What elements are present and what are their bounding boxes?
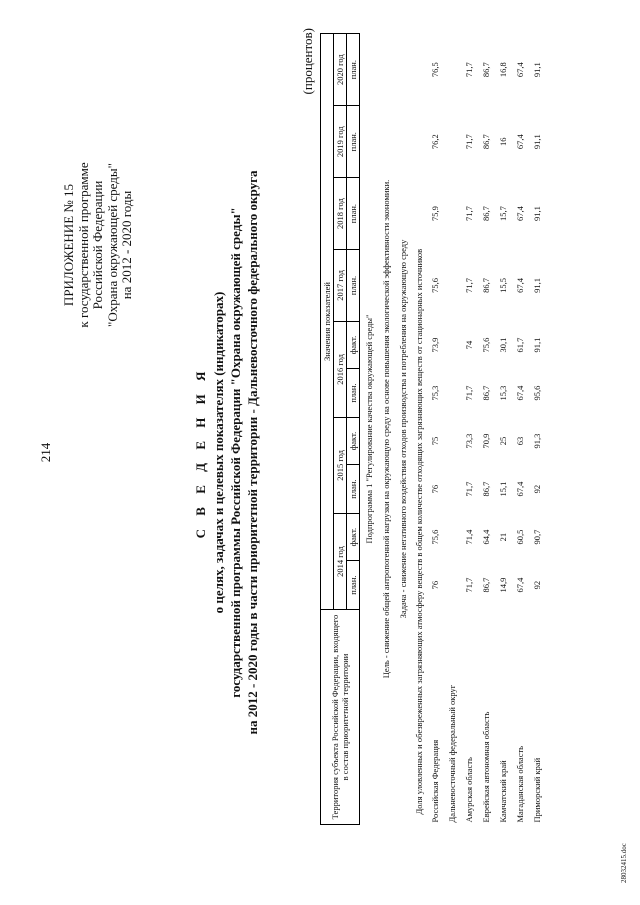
title-line: о целях, задачах и целевых показателях (индикаторах) xyxy=(211,291,226,614)
value-cell: 15,3 xyxy=(497,385,508,401)
appendix-line: "Охрана окружающей среды" xyxy=(104,163,120,327)
value-cell xyxy=(443,321,460,368)
value-cell: 86,7 xyxy=(480,206,491,222)
value-cell: 86,7 xyxy=(480,481,491,497)
plan-header: план. xyxy=(347,34,360,106)
value-cell: 75,6 xyxy=(429,529,440,545)
fact-header: факт. xyxy=(347,513,360,560)
title-line: государственной программы Российской Федерации "Охрана окружающей среды" xyxy=(228,207,243,698)
value-cell: 75,9 xyxy=(429,206,440,222)
territory-cell: Еврейская автономная область xyxy=(480,711,491,823)
value-cell: 86,7 xyxy=(480,134,491,150)
value-cell: 74 xyxy=(463,340,474,350)
plan-header: план. xyxy=(347,561,360,610)
subprogram-row: Подпрограмма 1 "Регулирование качества окружающей среды" xyxy=(363,314,374,544)
value-cell: 91,1 xyxy=(531,206,542,222)
value-cell: 86,7 xyxy=(480,62,491,78)
value-cell xyxy=(443,369,460,418)
value-cell xyxy=(443,417,460,464)
value-cell: 71,7 xyxy=(463,385,474,401)
appendix-header xyxy=(62,95,135,395)
value-cell: 75 xyxy=(429,436,440,446)
value-cell: 90,7 xyxy=(531,529,542,545)
year-header: 2015 год xyxy=(334,417,347,513)
value-cell: 92 xyxy=(531,580,542,590)
plan-header: план. xyxy=(347,178,360,250)
value-cell xyxy=(443,465,460,514)
indicators-table xyxy=(320,33,545,825)
value-cell: 15,1 xyxy=(497,481,508,497)
value-cell: 15,5 xyxy=(497,278,508,293)
value-cell: 67,4 xyxy=(514,206,525,222)
document-title xyxy=(192,0,261,905)
year-header: 2016 год xyxy=(334,321,347,417)
value-cell: 60,5 xyxy=(514,529,525,545)
value-cell xyxy=(443,34,460,106)
territory-cell: Магаданская область xyxy=(514,745,525,823)
value-cell: 67,4 xyxy=(514,278,525,293)
value-cell: 70,9 xyxy=(480,433,491,449)
value-cell: 71,7 xyxy=(463,62,474,78)
value-cell: 21 xyxy=(497,532,508,542)
value-cell: 76,5 xyxy=(429,62,440,78)
value-cell: 25 xyxy=(497,436,508,446)
value-cell: 73,3 xyxy=(463,433,474,449)
appendix-line: на 2012 - 2020 годы xyxy=(119,190,134,300)
year-header: 2020 год xyxy=(334,34,347,106)
table-row xyxy=(528,34,545,825)
value-cell: 67,4 xyxy=(514,134,525,150)
territory-cell: Дальневосточный федеральный округ xyxy=(446,684,457,823)
table-row xyxy=(460,34,477,825)
value-cell: 71,7 xyxy=(463,206,474,222)
value-cell: 67,4 xyxy=(514,385,525,401)
value-cell: 71,7 xyxy=(463,278,474,293)
year-header: 2017 год xyxy=(334,250,347,322)
value-cell: 14,9 xyxy=(497,577,508,593)
territory-cell: Российская Федерация xyxy=(429,739,440,823)
territory-header: Территория субъекта Российской Федерации, входящего в состав приоритетной территории xyxy=(321,610,360,825)
value-cell xyxy=(443,106,460,178)
value-cell: 76 xyxy=(429,580,440,590)
value-cell: 91,3 xyxy=(531,433,542,449)
value-cell: 92 xyxy=(531,484,542,494)
fact-header: факт. xyxy=(347,417,360,464)
value-cell: 30,1 xyxy=(497,337,508,353)
table-row xyxy=(494,34,511,825)
table-row xyxy=(426,34,443,825)
value-cell xyxy=(443,561,460,610)
value-cell: 67,4 xyxy=(514,62,525,78)
value-cell: 71,7 xyxy=(463,481,474,497)
year-header: 2014 год xyxy=(334,513,347,609)
page-number: 214 xyxy=(38,442,53,463)
value-cell: 75,6 xyxy=(429,278,440,293)
title-heading: С В Е Д Е Н И Я xyxy=(193,366,208,539)
plan-header: план. xyxy=(347,250,360,322)
value-cell: 86,7 xyxy=(480,278,491,293)
territory-cell: Приморский край xyxy=(531,757,542,823)
task-row: Задача - снижение негативного воздействия отходов производства и потребления на окружающую среду xyxy=(397,239,408,619)
value-cell: 95,6 xyxy=(531,385,542,401)
appendix-line: ПРИЛОЖЕНИЕ № 15 xyxy=(61,183,76,307)
value-cell: 75,6 xyxy=(480,337,491,353)
value-cell: 91,1 xyxy=(531,337,542,353)
value-cell: 61,7 xyxy=(514,337,525,353)
fact-header: факт. xyxy=(347,321,360,368)
value-cell: 67,4 xyxy=(514,577,525,593)
value-cell: 91,1 xyxy=(531,278,542,293)
value-cell xyxy=(443,178,460,250)
territory-cell: Камчатский край xyxy=(497,760,508,823)
value-cell: 76 xyxy=(429,484,440,494)
value-cell: 73,9 xyxy=(429,337,440,353)
value-cell: 91,1 xyxy=(531,134,542,150)
value-cell: 91,1 xyxy=(531,62,542,78)
values-header: Значения показателей xyxy=(321,34,334,610)
plan-header: план. xyxy=(347,369,360,418)
value-cell: 86,7 xyxy=(480,577,491,593)
value-cell xyxy=(443,513,460,560)
value-cell: 86,7 xyxy=(480,385,491,401)
value-cell: 75,3 xyxy=(429,385,440,401)
year-header: 2018 год xyxy=(334,178,347,250)
value-cell: 15,7 xyxy=(497,206,508,222)
plan-header: план. xyxy=(347,465,360,514)
file-footer: 28032415.doc xyxy=(620,843,628,883)
title-line: на 2012 - 2020 годы в части приоритетной территории - Дальневосточного федерального округа xyxy=(245,170,260,735)
value-cell: 71,7 xyxy=(463,134,474,150)
table-row xyxy=(443,34,460,825)
year-header: 2019 год xyxy=(334,106,347,178)
value-cell: 71,7 xyxy=(463,577,474,593)
table-row xyxy=(477,34,494,825)
value-cell xyxy=(443,250,460,322)
value-cell: 16,8 xyxy=(497,62,508,78)
plan-header: план. xyxy=(347,106,360,178)
appendix-line: Российской Федерации xyxy=(90,180,105,310)
table-row xyxy=(511,34,528,825)
value-cell: 64,4 xyxy=(480,529,491,545)
territory-cell: Амурская область xyxy=(463,757,474,823)
value-cell: 71,4 xyxy=(463,529,474,545)
value-cell: 76,2 xyxy=(429,134,440,150)
value-cell: 67,4 xyxy=(514,481,525,497)
value-cell: 16 xyxy=(497,137,508,146)
goal-row: Цель - снижение общей антропогенной нагрузки на окружающую среду на основе повышения экологической эффективности экономики. xyxy=(380,179,391,679)
units-label: (процентов) xyxy=(300,28,315,95)
value-cell: 63 xyxy=(514,436,525,446)
appendix-line: к государственной программе xyxy=(75,162,91,328)
indicator-row: Доля уловленных и обезвреженных загрязняющих атмосферу веществ в общем количестве отходящих загрязняющих веществ от стационарных источников xyxy=(413,248,424,815)
